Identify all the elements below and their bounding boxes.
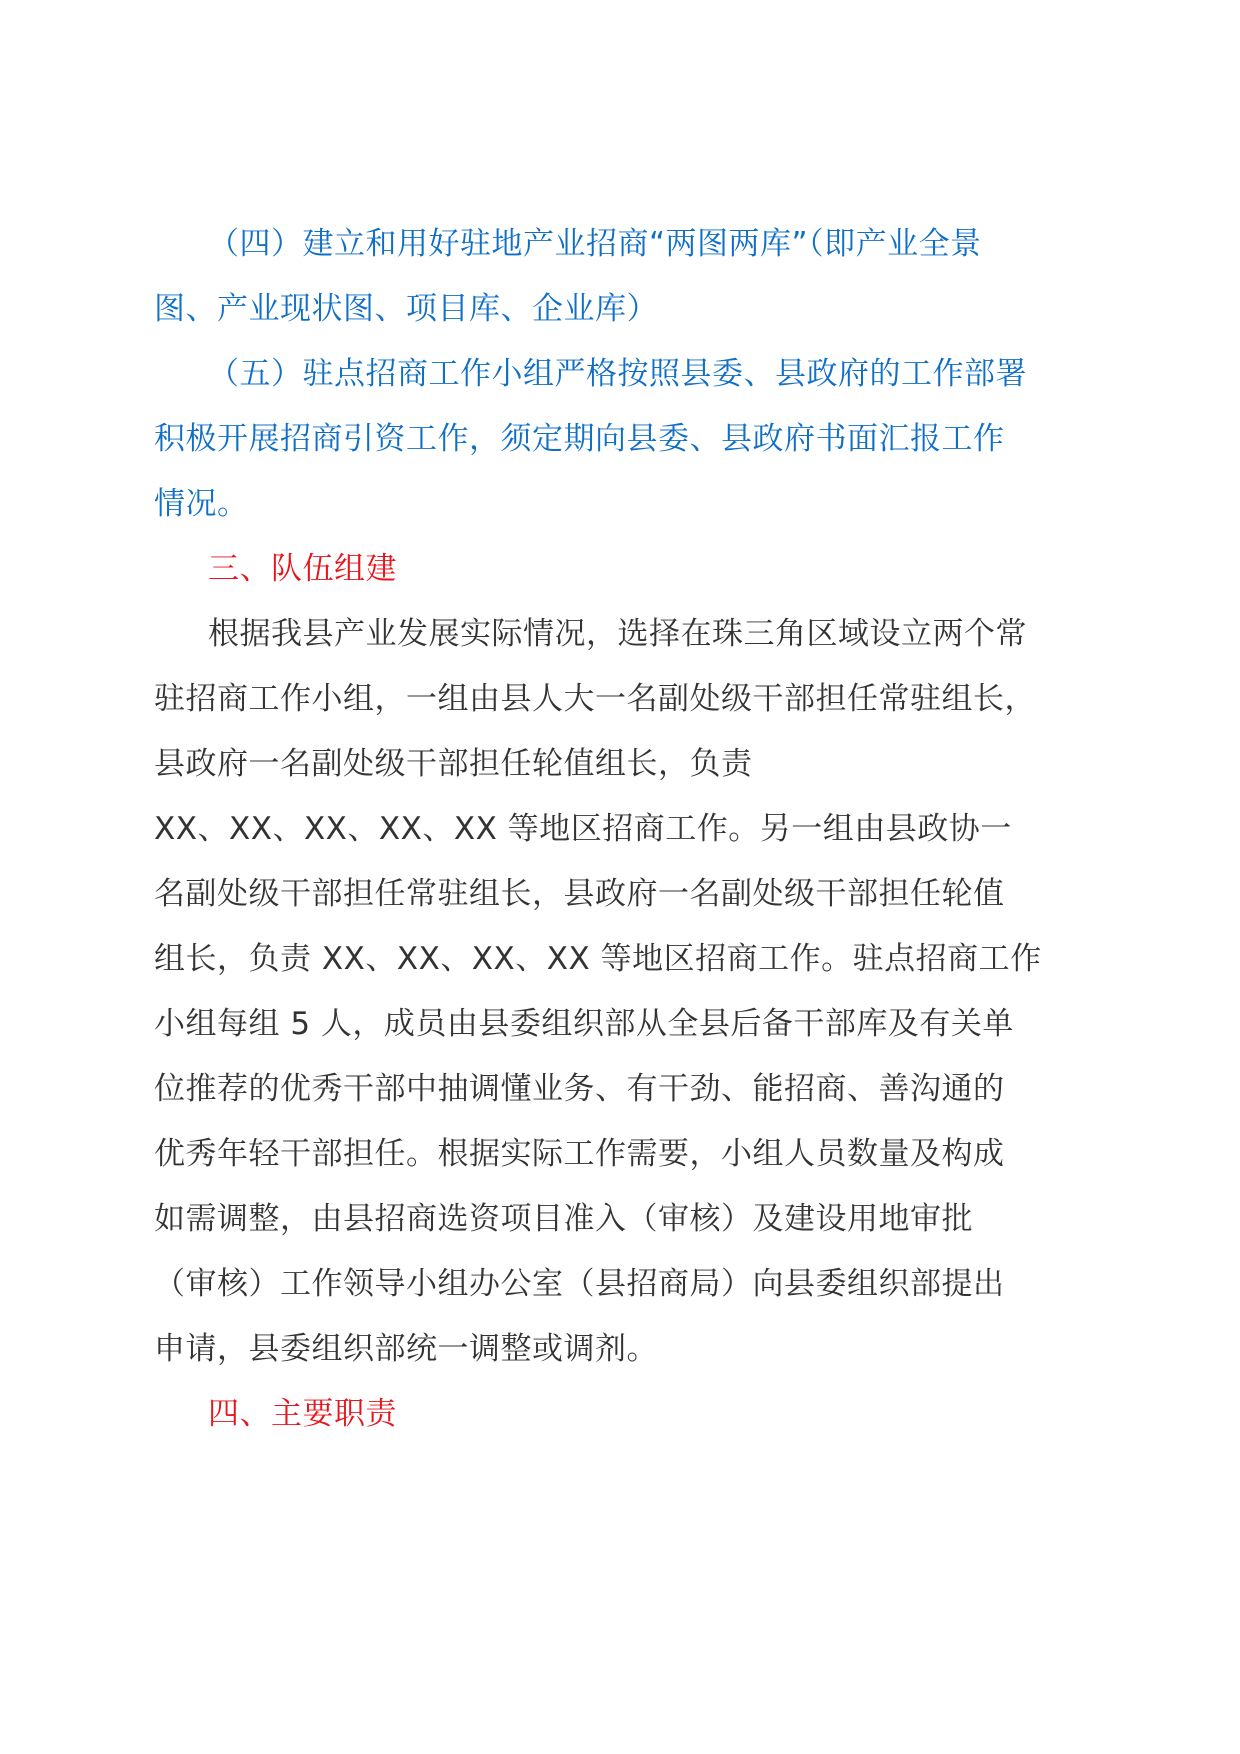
paragraph-line: 如需调整，由县招商选资项目准入（审核）及建设用地审批 [154, 1201, 973, 1237]
paragraph-line: XX、XX、XX、XX、XX 等地区招商工作。另一组由县政协一 [154, 811, 1012, 847]
heading-text: 四、主要职责 [208, 1396, 397, 1432]
paragraph-line: 位推荐的优秀干部中抽调懂业务、有干劲、能招商、善沟通的 [154, 1071, 1005, 1107]
paragraph-line: 小组每组 5 人，成员由县委组织部从全县后备干部库及有关单 [154, 1006, 1014, 1042]
paragraph-line: 名副处级干部担任常驻组长，县政府一名副处级干部担任轮值 [154, 876, 1005, 912]
paragraph-line: 情况。 [154, 486, 249, 522]
document-content [154, 212, 1094, 1447]
paragraph-line: 申请，县委组织部统一调整或调剂。 [154, 1331, 658, 1367]
paragraph-line: 县政府一名副处级干部担任轮值组长，负责 [154, 746, 753, 782]
paragraph-line: （四）建立和用好驻地产业招商“两图两库”（即产业全景 [208, 226, 982, 262]
paragraph-build-maps-databases [154, 212, 1094, 342]
paragraph-line: 积极开展招商引资工作，须定期向县委、县政府书面汇报工作 [154, 421, 1005, 457]
paragraph-line: 组长，负责 XX、XX、XX、XX 等地区招商工作。驻点招商工作 [154, 941, 1042, 977]
heading-main-responsibilities [154, 1382, 1094, 1447]
paragraph-work-report [154, 342, 1094, 537]
paragraph-line: （审核）工作领导小组办公室（县招商局）向县委组织部提出 [154, 1266, 1005, 1302]
paragraph-line: 优秀年轻干部担任。根据实际工作需要，小组人员数量及构成 [154, 1136, 1005, 1172]
heading-team-formation [154, 537, 1094, 602]
paragraph-line: 图、产业现状图、项目库、企业库） [154, 291, 658, 327]
paragraph-line: （五）驻点招商工作小组严格按照县委、县政府的工作部署 [208, 356, 1027, 392]
paragraph-line: 驻招商工作小组，一组由县人大一名副处级干部担任常驻组长， [154, 681, 1036, 717]
heading-text: 三、队伍组建 [208, 551, 397, 587]
paragraph-line: 根据我县产业发展实际情况，选择在珠三角区域设立两个常 [208, 616, 1027, 652]
paragraph-team-formation [154, 602, 1094, 1382]
